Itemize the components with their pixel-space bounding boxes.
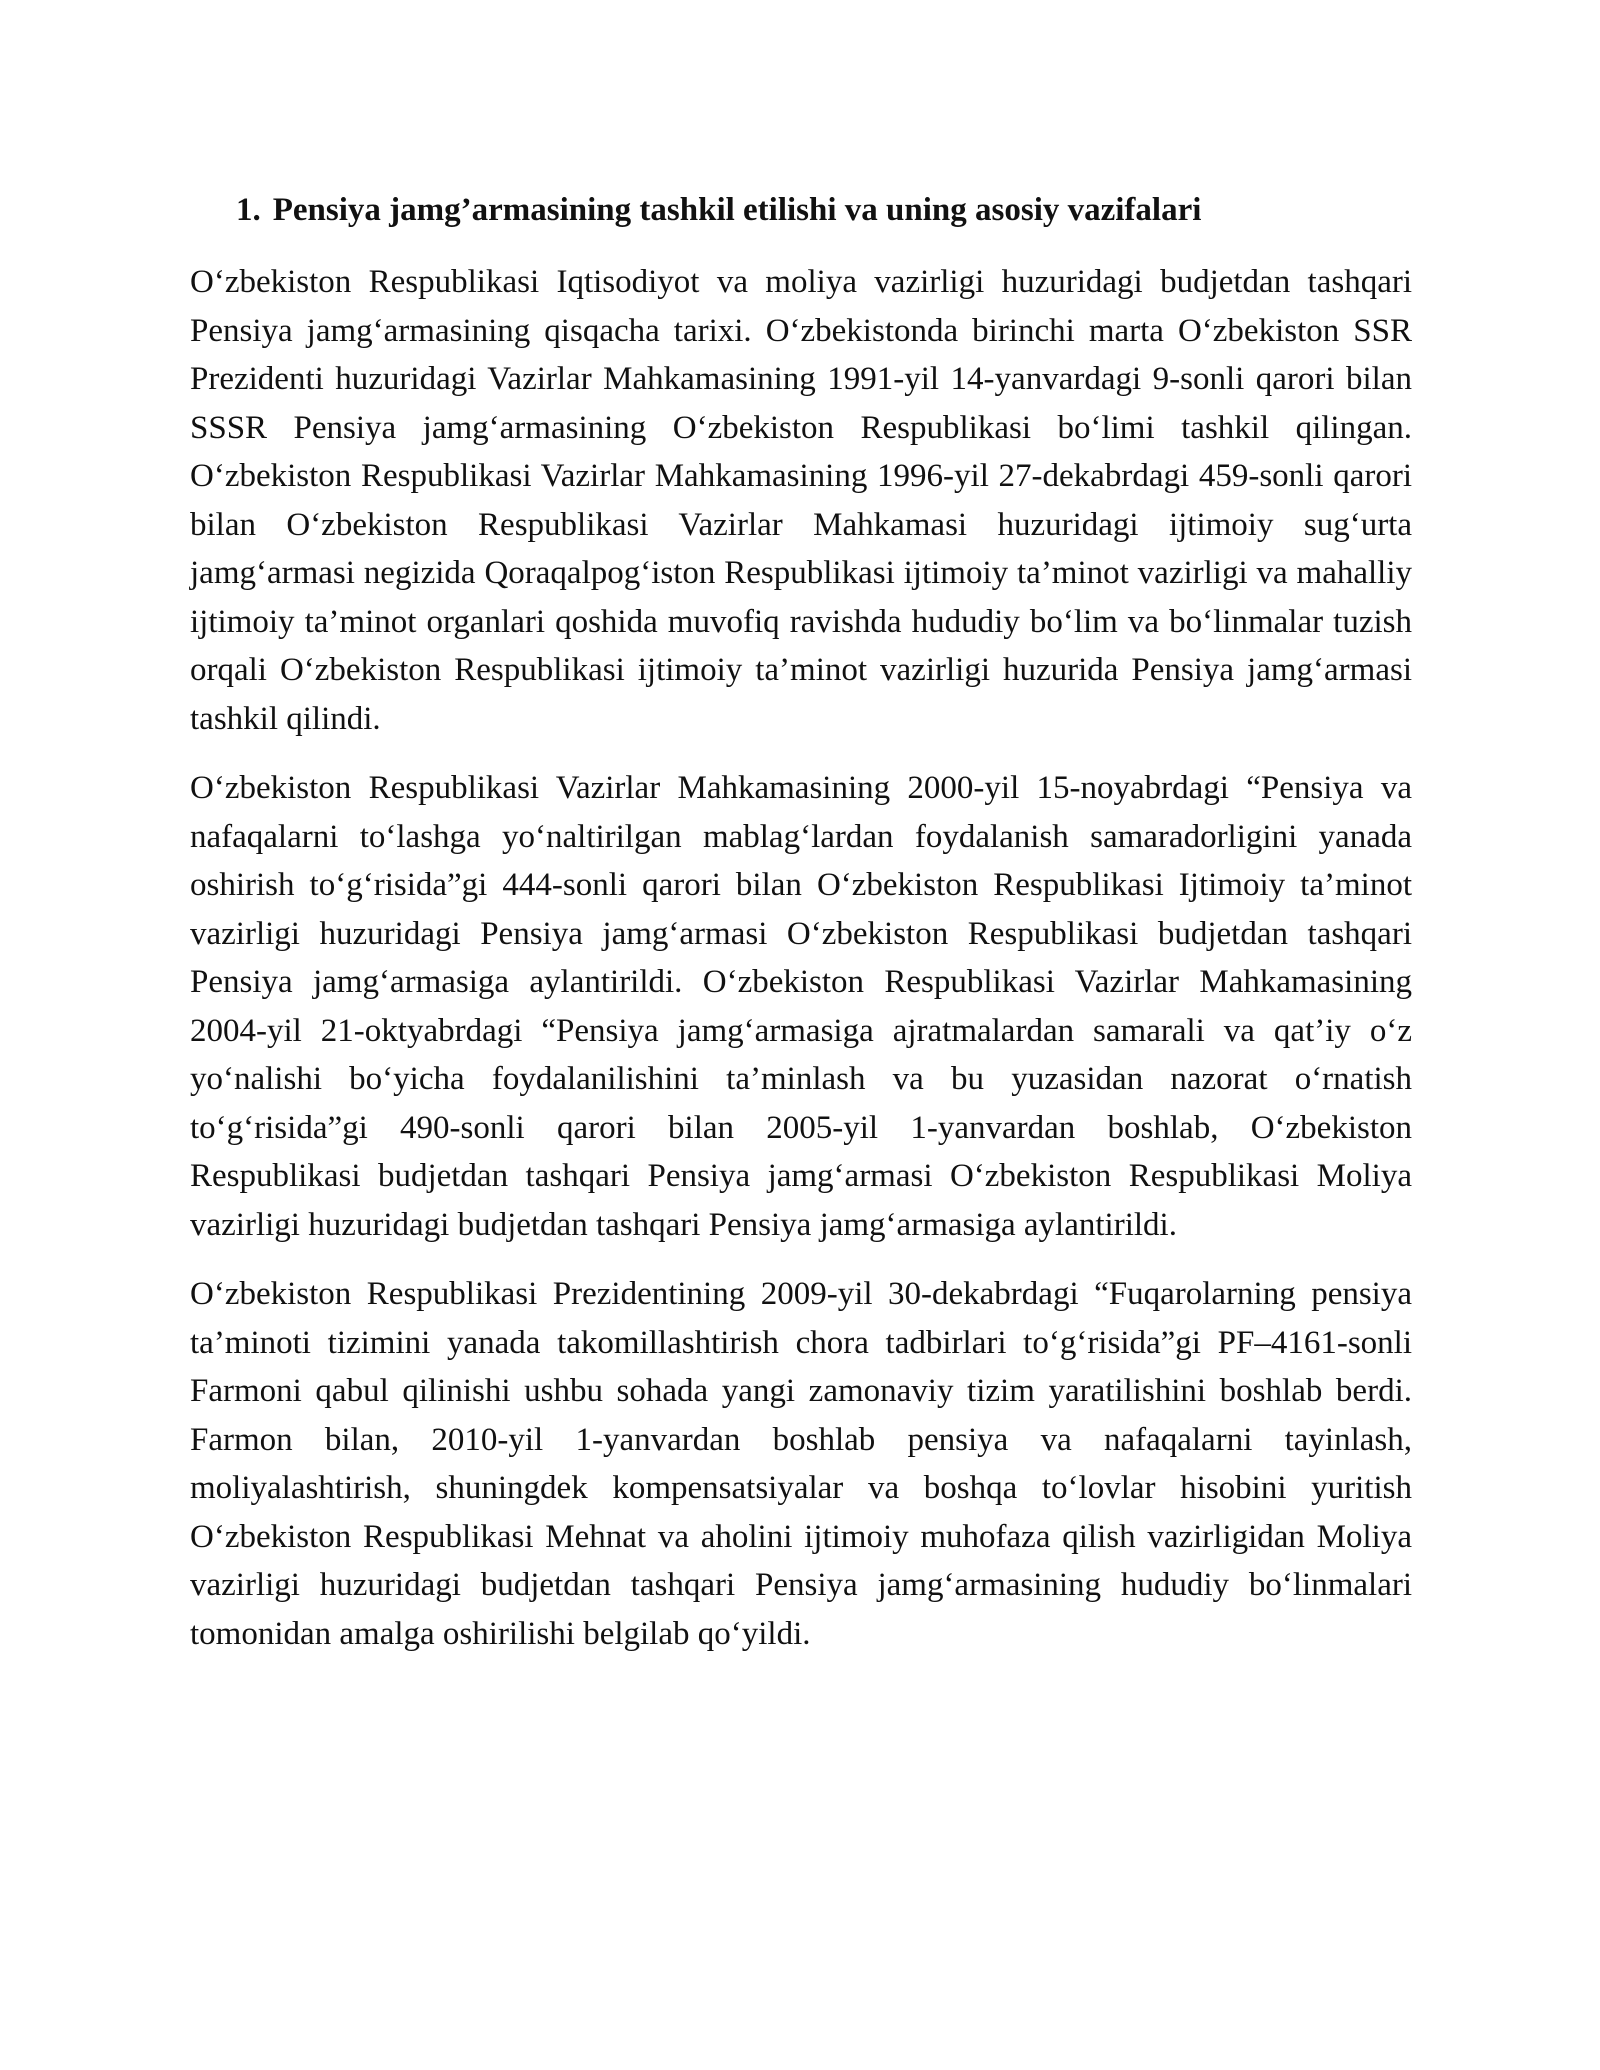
section-number: 1. bbox=[236, 192, 261, 228]
document-body bbox=[190, 188, 1412, 1679]
paragraph-history: O‘zbekiston Respublikasi Iqtisodiyot va moliya vazirligi huzuridagi budjetdan tashqari Pensiya jamg‘armasining qisqacha tarixi. O‘zbekistonda birinchi marta O‘zbekiston SSR Prezidenti huzuridagi Vazirlar Mahkamasining 1991-yil 14-yanvardagi 9-sonli qarori bilan SSSR Pensiya jamg‘armasining O‘zbekiston Respublikasi bo‘limi tashkil qilingan. O‘zbekiston Respublikasi Vazirlar Mahkamasining 1996-yil 27-dekabrdagi 459-sonli qarori bilan O‘zbekiston Respublikasi Vazirlar Mahkamasi huzuridagi ijtimoiy sug‘urta jamg‘armasi negizida Qoraqalpog‘iston Respublikasi ijtimoiy ta’minot vazirligi va mahalliy ijtimoiy ta’minot organlari qoshida muvofiq ravishda hududiy bo‘lim va bo‘linmalar tuzish orqali O‘zbekiston Respublikasi ijtimoiy ta’minot vazirligi huzurida Pensiya jamg‘armasi tashkil qilindi. bbox=[190, 264, 1412, 737]
paragraph-decree: O‘zbekiston Respublikasi Prezidentining 2009-yil 30-dekabrdagi “Fuqarolarning pensiya ta’minoti tizimini yanada takomillashtirish chora tadbirlari to‘g‘risida”gi PF–4161-sonli Farmoni qabul qilinishi ushbu sohada yangi zamonaviy tizim yaratilishini boshlab berdi. Farmon bilan, 2010-yil 1-yanvardan boshlab pensiya va nafaqalarni tayinlash, moliyalashtirish, shuningdek kompensatsiyalar va boshqa to‘lovlar hisobini yuritish O‘zbekiston Respublikasi Mehnat va aholini ijtimoiy muhofaza qilish vazirligidan Moliya vazirligi huzuridagi budjetdan tashqari Pensiya jamg‘armasining hududiy bo‘linmalari tomonidan amalga oshirilishi belgilab qo‘yildi. bbox=[190, 1276, 1412, 1652]
section-heading bbox=[236, 188, 1412, 232]
paragraph-reorganization: O‘zbekiston Respublikasi Vazirlar Mahkamasining 2000-yil 15-noyabrdagi “Pensiya va nafaqalarni to‘lashga yo‘naltirilgan mablag‘lardan foydalanish samaradorligini yanada oshirish to‘g‘risida”gi 444-sonli qarori bilan O‘zbekiston Respublikasi Ijtimoiy ta’minot vazirligi huzuridagi Pensiya jamg‘armasi O‘zbekiston Respublikasi budjetdan tashqari Pensiya jamg‘armasiga aylantirildi. O‘zbekiston Respublikasi Vazirlar Mahkamasining 2004-yil 21-oktyabrdagi “Pensiya jamg‘armasiga ajratmalardan samarali va qat’iy o‘z yo‘nalishi bo‘yicha foydalanilishini ta’minlash va bu yuzasidan nazorat o‘rnatish to‘g‘risida”gi 490-sonli qarori bilan 2005-yil 1-yanvardan boshlab, O‘zbekiston Respublikasi budjetdan tashqari Pensiya jamg‘armasi O‘zbekiston Respublikasi Moliya vazirligi huzuridagi budjetdan tashqari Pensiya jamg‘armasiga aylantirildi. bbox=[190, 770, 1412, 1243]
section-title: Pensiya jamg’armasining tashkil etilishi va uning asosiy vazifalari bbox=[272, 192, 1202, 228]
